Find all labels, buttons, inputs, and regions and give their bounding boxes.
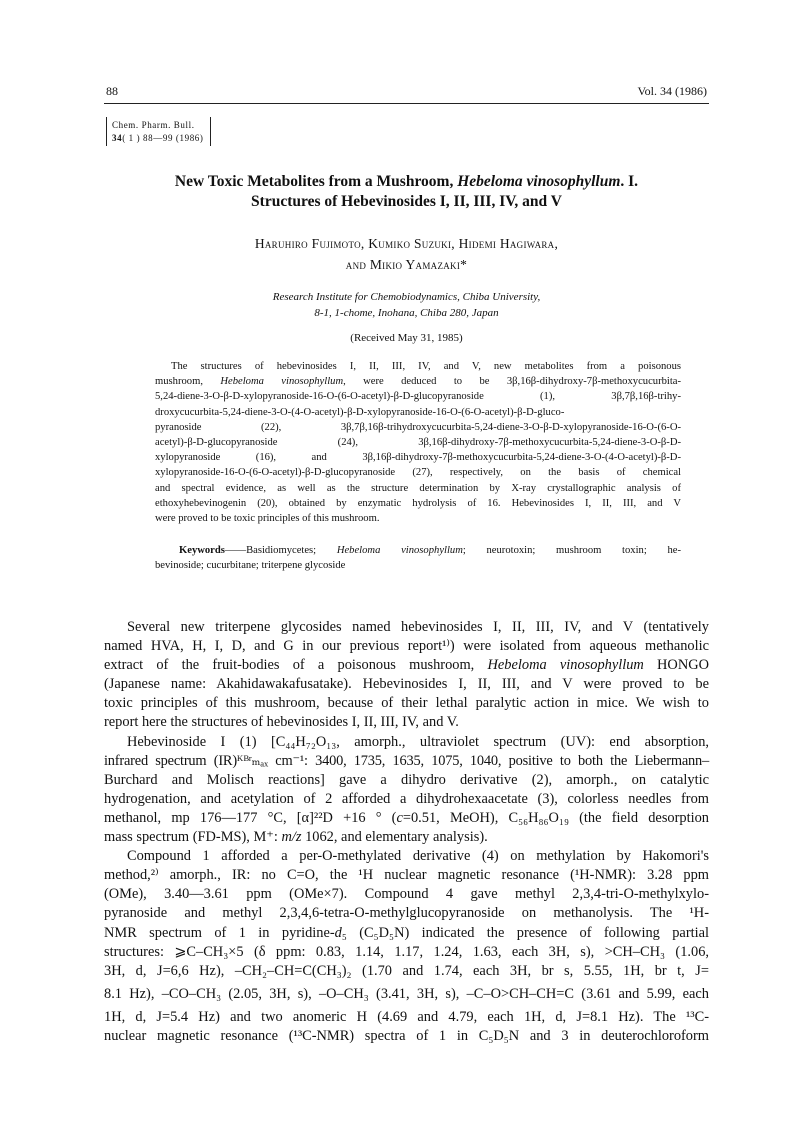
body-line: named HVA, H, I, D, and G in our previous report¹⁾) were isolated from aqueous methanolic <box>104 638 709 655</box>
body-line: Burchard and Molisch reactions] gave a dihydro derivative (2), amorph., on catalytic <box>104 771 709 788</box>
authors-line-1: Haruhiro Fujimoto, Kumiko Suzuki, Hidemi Hagiwara, <box>254 236 559 251</box>
paper-title <box>104 172 709 212</box>
body-line: (Japanese name: Akahidawakafusatake). Hebevinosides I, II, III, and V were proved to be <box>104 676 709 693</box>
abstract-line: xylopyranoside-16-O-(6-O-acetyl)-β-D-glucopyranoside (27), respectively, on the basis of chemical <box>155 467 681 479</box>
abstract-line: ethoxyhebevinogenin (20), obtained by enzymatic hydrolysis of 16. Hebevinosides I, II, III, and V <box>155 497 681 509</box>
body-line: Compound 1 afforded a per-O-methylated derivative (4) on methylation by Hakomori's <box>127 848 709 865</box>
affiliation-line-1: Research Institute for Chemobiodynamics, Chiba University, <box>272 291 541 303</box>
abstract-line: were proved to be toxic principles of this mushroom. <box>155 513 380 525</box>
keywords-line: Keywords——Basidiomycetes; Hebeloma vinosophyllum; neurotoxin; mushroom toxin; he- <box>179 545 682 556</box>
authors-line-2: and Mikio Yamazaki* <box>345 257 468 272</box>
body-line: (OMe), 3.40—3.61 ppm (OMe×7). Compound 4 gave methyl 2,3,4-tri-O-methylxylo- <box>104 886 709 903</box>
body-line: extract of the fruit-bodies of a poisonous mushroom, Hebeloma vinosophyllum HONGO <box>104 657 709 674</box>
abstract-line: xylopyranoside (16), and 3β,16β-dihydroxy-7β-methoxycucurbita-5,24-diene-3-O-(4-O-acetyl)-β-D- <box>155 452 681 464</box>
body-line: Several new triterpene glycosides named hebevinosides I, II, III, IV, and V (tentatively <box>127 619 709 635</box>
keywords-line: bevinoside; cucurbitane; triterpene glycoside <box>155 560 346 572</box>
title-line-1: New Toxic Metabolites from a Mushroom, Hebeloma vinosophyllum. I. <box>174 173 639 190</box>
journal-citation <box>106 117 211 146</box>
received-date: (Received May 31, 1985) <box>350 332 463 344</box>
body-line: 8.1 Hz), –CO–CH₃ (2.05, 3H, s), –O–CH₃ (3.41, 3H, s), –C–O>CH–CH=C (3.61 and 5.99, each <box>104 985 709 1002</box>
body-line: report here the structures of hebevinosides I, II, III, IV, and V. <box>104 714 459 731</box>
body-line: Hebevinoside I (1) [C₄₄H₇₂O₁₃, amorph., ultraviolet spectrum (UV): end absorption, <box>127 733 709 750</box>
body-line: 3H, d, J=6,6 Hz), –CH₂–CH=C(CH₃)₂ (1.70 and 1.74, each 3H, br s, 5.55, 1H, br t, J= <box>104 962 709 979</box>
volume-info: Vol. 34 (1986) <box>637 84 707 98</box>
body-line: mass spectrum (FD-MS), M⁺: m/z 1062, and elementary analysis). <box>104 829 488 846</box>
body-line: pyranoside and methyl 2,3,4,6-tetra-O-methylglucopyranoside on methanolysis. The ¹H- <box>104 905 709 922</box>
header-rule <box>104 103 709 104</box>
citation-pages: ( 1 ) 88—99 (1986) <box>122 133 204 143</box>
body-line: toxic principles of this mushroom, because of their lethal paralytic action in mice. We wish to <box>104 695 709 712</box>
author-list <box>104 233 709 275</box>
body-line: nuclear magnetic resonance (¹³C-NMR) spectra of 1 in C₅D₅N and 3 in deuterochloroform <box>104 1027 709 1044</box>
page-number: 88 <box>106 84 118 98</box>
citation-issue <box>112 132 204 145</box>
keywords-label: Keywords <box>179 545 225 556</box>
citation-volume: 34 <box>112 133 123 143</box>
title-species: Hebeloma vinosophyllum <box>457 173 621 190</box>
body-line: methanol, mp 176—177 °C, [α]²²D +16 ° (c=0.51, MeOH), C₅₆H₈₆O₁₉ (the field desorption <box>104 809 709 826</box>
body-line: hydrogenation, and acetylation of 2 afforded a dihydrohexaacetate (3), colorless needles from <box>104 790 709 807</box>
abstract-line: The structures of hebevinosides I, II, III, IV, and V, new metabolites from a poisonous <box>171 361 681 372</box>
body-text <box>104 618 709 1046</box>
citation-journal: Chem. Pharm. Bull. <box>112 120 195 130</box>
body-line: structures: ⩾C–CH₃×5 (δ ppm: 0.83, 1.14, 1.17, 1.24, 1.63, each 3H, s), >CH–CH₃ (1.06, <box>104 943 709 960</box>
body-line: infrared spectrum (IR)ᴷᴮʳₘₐₓ cm⁻¹: 3400, 1735, 1635, 1075, 1040, positive to both the Liebermann– <box>104 752 709 769</box>
body-line: method,²⁾ amorph., IR: no C=O, the ¹H nuclear magnetic resonance (¹H-NMR): 3.28 ppm <box>104 867 709 884</box>
affiliation-line-2: 8-1, 1-chome, Inohana, Chiba 280, Japan <box>314 307 499 319</box>
abstract-line: 5,24-diene-3-O-β-D-xylopyranoside-16-O-(6-O-acetyl)-β-D-glucopyranoside (1), 3β,7β,16β-trihy- <box>155 391 681 403</box>
body-line: 1H, d, J=5.4 Hz) and two anomeric H (4.69 and 4.79, each 1H, d, J=8.1 Hz). The ¹³C- <box>104 1008 709 1025</box>
abstract-line: acetyl)-β-D-glucopyranoside (24), 3β,16β-dihydroxy-7β-methoxycucurbita-5,24-diene-3-O-β-D- <box>155 437 681 449</box>
abstract-line: and spectral evidence, as well as the structure determination by X-ray crystallographic analysis of <box>155 482 681 494</box>
affiliation <box>104 289 709 321</box>
title-line-2: Structures of Hebevinosides I, II, III, IV, and V <box>251 193 562 210</box>
keywords <box>155 543 681 573</box>
abstract <box>155 359 681 526</box>
abstract-line: droxycucurbita-5,24-diene-3-O-(4-O-acetyl)-β-D-xylopyranoside-16-O-(6-O-acetyl)-β-D-gluco- <box>155 406 565 418</box>
abstract-line: mushroom, Hebeloma vinosophyllum, were deduced to be 3β,16β-dihydroxy-7β-methoxycucurbita- <box>155 376 682 388</box>
body-line: NMR spectrum of 1 in pyridine-d₅ (C₅D₅N) indicated the presence of following partial <box>104 924 709 941</box>
abstract-line: pyranoside (22), 3β,7β,16β-trihydroxycucurbita-5,24-diene-3-O-β-D-xylopyranoside-16-O-(6-O- <box>155 421 681 433</box>
